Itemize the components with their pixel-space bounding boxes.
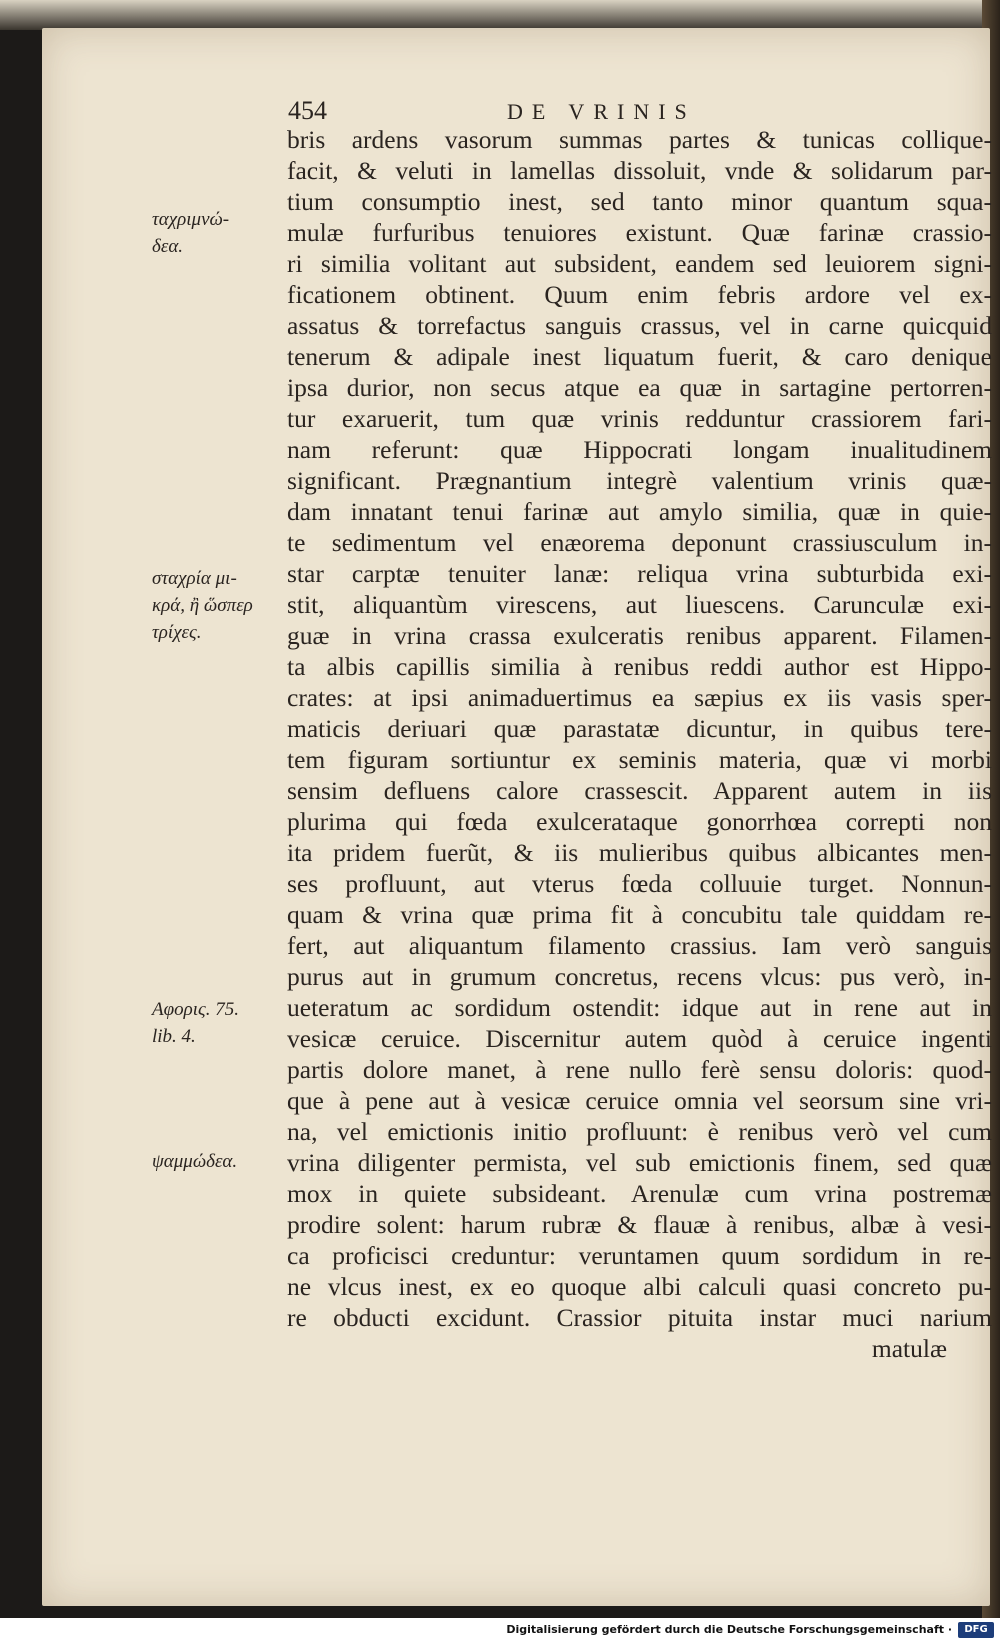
text-line: tem figuram sortiuntur ex seminis materia, quæ vi morbi [287, 745, 992, 774]
text-line: dam innatant tenui farinæ aut amylo similia, quæ in quie- [287, 497, 992, 526]
text-line: bris ardens vasorum summas partes & tunicas collique- [287, 125, 992, 154]
text-line: ri similia volitant aut subsident, eandem sed leuiorem signi- [287, 249, 992, 278]
funding-notice: Digitalisierung gefördert durch die Deutsche Forschungsgemeinschaft · [506, 1623, 952, 1636]
text-line: star carptæ tenuiter lanæ: reliqua vrina subturbida exi- [287, 559, 992, 588]
text-line: ficationem obtinent. Quum enim febris ardore vel ex- [287, 280, 992, 309]
digitization-footer [0, 1618, 1000, 1643]
text-line: assatus & torrefactus sanguis crassus, vel in carne quicquid [287, 311, 992, 340]
text-line: tenerum & adipale inest liquatum fuerit, & caro denique [287, 342, 992, 371]
text-line: que à pene aut à vesicæ ceruice omnia vel seorsum sine vri- [287, 1086, 992, 1115]
text-line: ipsa durior, non secus atque ea quæ in sartagine pertorren- [287, 373, 992, 402]
text-line: quam & vrina quæ prima fit à concubitu tale quiddam re- [287, 900, 992, 929]
text-line: na, vel emictionis initio profluunt: è renibus verò vel cum [287, 1117, 992, 1146]
text-line: ses profluunt, aut vterus fœda colluuie turget. Nonnun- [287, 869, 992, 898]
text-line: mulæ furfuribus tenuiores existunt. Quæ farinæ crassio- [287, 218, 992, 247]
margin-note: ταχριμνώ- δεα. [152, 209, 230, 257]
margin-note: ψαμμώδεα. [152, 1151, 238, 1172]
body-text [287, 124, 992, 1364]
text-line: significant. Prægnantium integrè valentium vrinis quæ- [287, 466, 992, 495]
text-line: maticis deriuari quæ parastatæ dicuntur, in quibus tere- [287, 714, 992, 743]
text-line: nam referunt: quæ Hippocrati longam inualitudinem [287, 435, 992, 464]
text-line: facit, & veluti in lamellas dissoluit, vnde & solidarum par- [287, 156, 992, 185]
text-line: guæ in vrina crassa exulceratis renibus apparent. Filamen- [287, 621, 992, 650]
text-line: crates: at ipsi animaduertimus ea sæpius ex iis vasis sper- [287, 683, 992, 712]
margin-notes [42, 28, 282, 1606]
text-line: fert, aut aliquantum filamento crassius. Iam verò sanguis [287, 931, 992, 960]
text-line: matulæ [871, 1334, 947, 1363]
margin-note: σταχρία μι- κρά, ἢ ὥσπερ τρίχες. [152, 568, 253, 643]
running-head: DE VRINIS [507, 99, 696, 124]
text-line: ta albis capillis similia à renibus reddi author est Hippo- [287, 652, 992, 681]
text-line: ne vlcus inest, ex eo quoque albi calculi quasi concreto pu- [287, 1272, 992, 1301]
page-number: 454 [288, 96, 327, 125]
text-line: purus aut in grumum concretus, recens vlcus: pus verò, in- [287, 962, 992, 991]
book-page [42, 28, 990, 1606]
text-line: tium consumptio inest, sed tanto minor quantum squa- [287, 187, 992, 216]
text-line: stit, aliquantùm virescens, aut liuescens. Carunculæ exi- [287, 590, 992, 619]
scan-top-edge [0, 0, 1000, 30]
text-line: re obducti excidunt. Crassior pituita instar muci narium [287, 1303, 992, 1332]
text-line: ita pridem fuerũt, & iis mulieribus quibus albicantes men- [287, 838, 992, 867]
dfg-logo: DFG [958, 1622, 994, 1638]
text-line: sensim defluens calore crassescit. Apparent autem in iis [287, 776, 992, 805]
text-line: mox in quiete subsideant. Arenulæ cum vrina postremæ [287, 1179, 992, 1208]
text-line: plurima qui fœda exulcerataque gonorrhœa correpti non [287, 807, 992, 836]
text-line: vrina diligenter permista, vel sub emictionis finem, sed quæ [287, 1148, 992, 1177]
text-line: prodire solent: harum rubræ & flauæ à renibus, albæ à vesi- [287, 1210, 992, 1239]
text-line: ueteratum ac sordidum ostendit: idque aut in rene aut in [287, 993, 992, 1022]
text-line: tur exaruerit, tum quæ vrinis redduntur crassiorem fari- [287, 404, 992, 433]
text-line: te sedimentum vel enæorema deponunt crassiusculum in- [287, 528, 992, 557]
margin-note: Αφορις. 75. lib. 4. [152, 999, 239, 1047]
text-line: ca proficisci creduntur: veruntamen quum sordidum in re- [287, 1241, 992, 1270]
text-line: partis dolore manet, à rene nullo ferè sensu doloris: quod- [287, 1055, 992, 1084]
text-line: vesicæ ceruice. Discernitur autem quòd à ceruice ingenti [287, 1024, 992, 1053]
